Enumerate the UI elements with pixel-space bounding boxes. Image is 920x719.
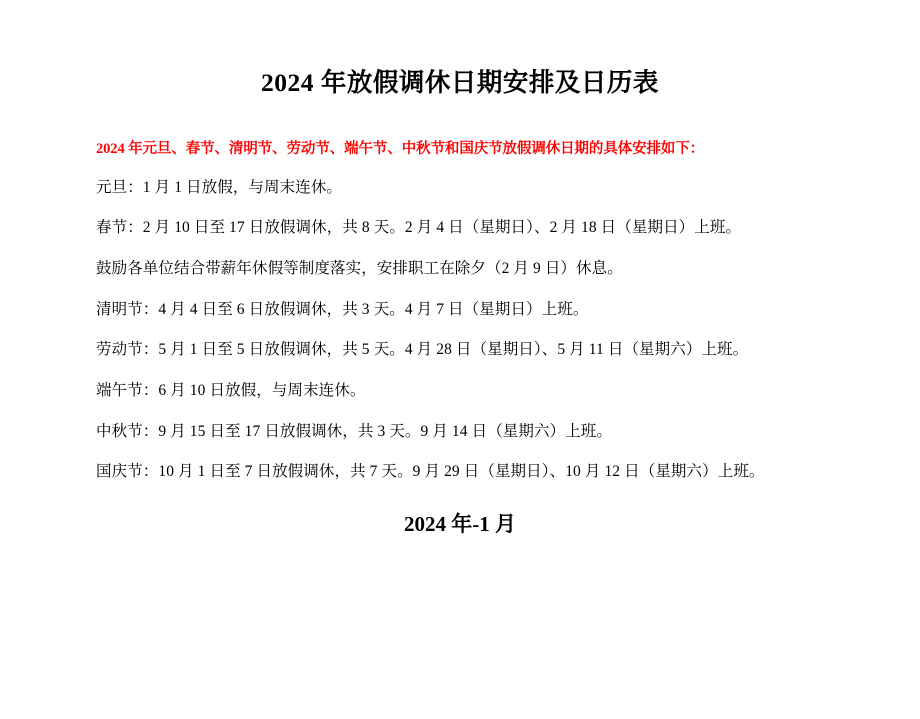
holiday-paragraph-qingming: 清明节：4 月 4 日至 6 日放假调休，共 3 天。4 月 7 日（星期日）上班。: [96, 300, 589, 318]
holiday-paragraph-labor-day: 劳动节：5 月 1 日至 5 日放假调休，共 5 天。4 月 28 日（星期日）、5 月 11 日（星期六）上班。: [96, 341, 749, 359]
holiday-paragraph-mid-autumn: 中秋节：9 月 15 日至 17 日放假调休，共 3 天。9 月 14 日（星期六）上班。: [96, 422, 613, 440]
holiday-paragraph-dragon-boat: 端午节：6 月 10 日放假，与周末连休。: [96, 381, 366, 399]
month-heading: 2024 年-1 月: [404, 512, 516, 537]
intro-paragraph: 2024 年元旦、春节、清明节、劳动节、端午节、中秋节和国庆节放假调休日期的具体安排如下：: [96, 140, 705, 157]
holiday-paragraph-spring-festival: 春节：2 月 10 日至 17 日放假调休，共 8 天。2 月 4 日（星期日）、2 月 18 日（星期日）上班。: [96, 219, 742, 237]
holiday-paragraph-new-year: 元旦：1 月 1 日放假，与周末连休。: [96, 178, 343, 196]
holiday-paragraph-national-day: 国庆节：10 月 1 日至 7 日放假调休，共 7 天。9 月 29 日（星期日）、10 月 12 日（星期六）上班。: [96, 463, 765, 481]
document-page: [0, 68, 920, 719]
page-title: 2024 年放假调休日期安排及日历表: [261, 68, 659, 97]
holiday-paragraph-spring-festival-note: 鼓励各单位结合带薪年休假等制度落实，安排职工在除夕（2 月 9 日）休息。: [96, 260, 623, 278]
